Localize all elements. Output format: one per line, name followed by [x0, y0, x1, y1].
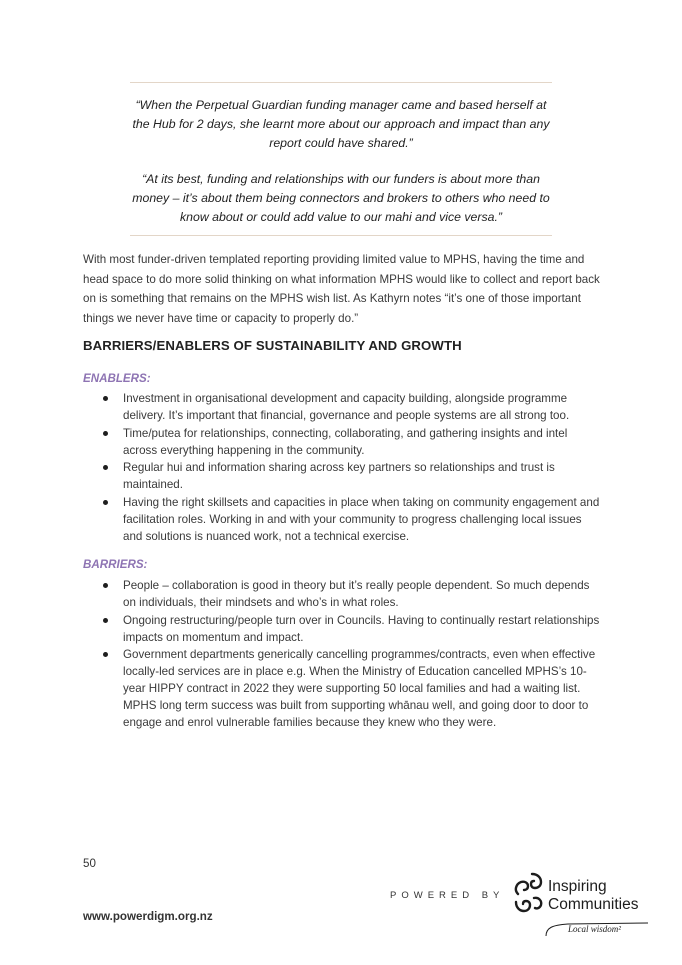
quote-box — [130, 82, 552, 236]
logo-tagline: Local wisdom² — [568, 924, 621, 934]
list-item — [83, 425, 603, 459]
enablers-title: ENABLERS: — [83, 372, 151, 385]
bullet-icon — [103, 465, 108, 470]
list-item-text: Ongoing restructuring/people turn over in Councils. Having to continually restart relationships impacts on momentum and impact. — [123, 613, 600, 644]
barriers-list — [83, 577, 603, 732]
bullet-icon — [103, 618, 108, 623]
list-item-text: Regular hui and information sharing across key partners so relationships and trust is maintained. — [123, 461, 555, 491]
logo-line-1: Inspiring — [548, 878, 607, 895]
list-item — [83, 577, 603, 611]
page-number: 50 — [83, 857, 96, 870]
bullet-icon — [103, 396, 108, 401]
list-item-text: Having the right skillsets and capacities in place when taking on community engagement and facilitation roles. Working in and with your community to progress challenging local issues and solutions is nuanced work, not a technical exercise. — [123, 495, 600, 543]
list-item-text: People – collaboration is good in theory but it’s really people dependent. So much depends on individuals, their mindsets and who’s in what roles. — [123, 579, 590, 609]
bullet-icon — [103, 583, 108, 588]
inspiring-communities-logo — [508, 868, 658, 938]
logo-line-2: Communities — [548, 896, 639, 913]
list-item — [83, 646, 603, 731]
list-item-text: Investment in organisational development and capacity building, alongside programme delivery. It’s important that financial, governance and people systems are all strong too. — [123, 392, 570, 422]
quote-2: “At its best, funding and relationships with our funders is about more than money – it’s about them being connectors and brokers to others who need to know about or could add value to our mahi and vice versa.” — [132, 172, 550, 224]
bullet-icon — [103, 652, 108, 657]
section-heading: BARRIERS/ENABLERS OF SUSTAINABILITY AND GROWTH — [83, 338, 462, 353]
list-item — [83, 390, 603, 424]
list-item-text: Time/putea for relationships, connecting, collaborating, and gathering insights and intel across everything happening in the community. — [123, 426, 568, 457]
list-item-text: Government departments generically cancelling programmes/contracts, even when effective locally-led services are in place e.g. When the Ministry of Education cancelled MPHS’s 10-year HIPPY contract in 2022 they were supporting 50 local families and had a waiting list. MPHS long term success was built from supporting whānau well, and going door to door to engage and enrol vulnerable families because they knew who they were. — [123, 648, 596, 729]
website-link[interactable]: www.powerdigm.org.nz — [83, 910, 213, 923]
list-item — [83, 459, 603, 493]
bullet-icon — [103, 431, 108, 436]
barriers-title: BARRIERS: — [83, 558, 148, 571]
enablers-list — [83, 390, 603, 545]
powered-by-label: POWERED BY — [390, 890, 505, 901]
bullet-icon — [103, 500, 108, 505]
list-item — [83, 612, 603, 646]
list-item — [83, 494, 603, 545]
body-paragraph: With most funder-driven templated reporting providing limited value to MPHS, having the time and head space to do more solid thinking on what information MPHS would like to collect and report back on is something that remains on the MPHS wish list. As Kathyrn notes “it’s one of those important things we never have time or capacity to properly do.” — [83, 253, 600, 325]
quote-1: “When the Perpetual Guardian funding manager came and based herself at the Hub for 2 days, she learnt more about our approach and impact than any report could have shared.” — [132, 98, 550, 150]
